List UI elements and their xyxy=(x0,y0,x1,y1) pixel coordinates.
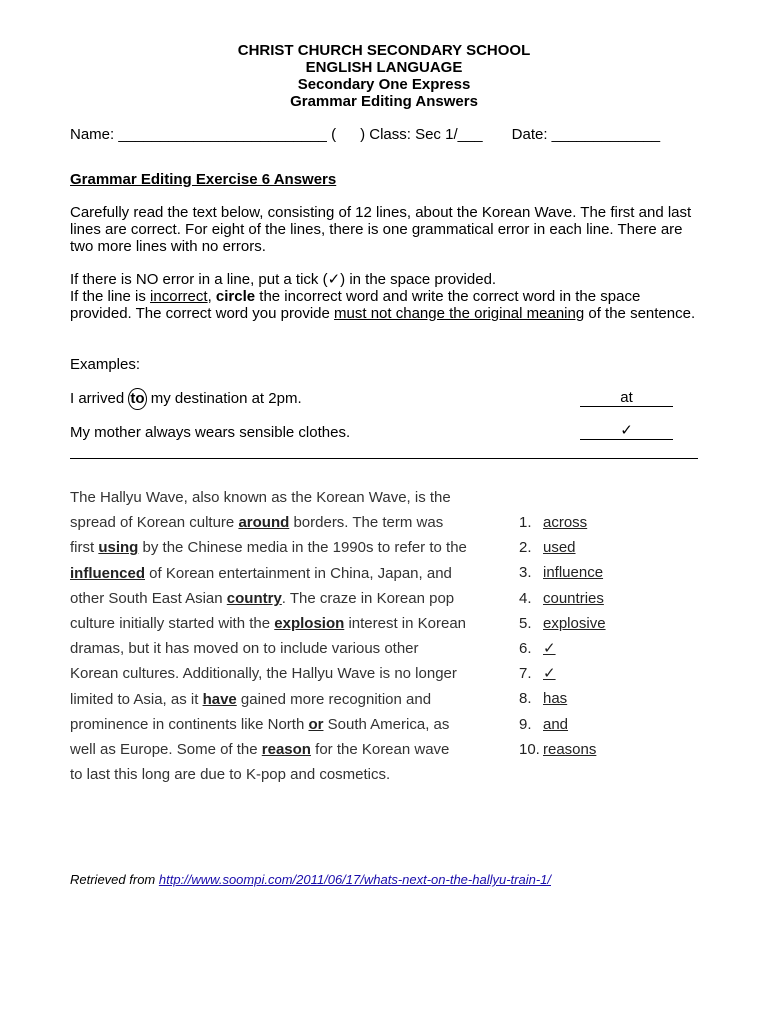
passage-line xyxy=(70,488,490,513)
document-title: Grammar Editing Answers xyxy=(290,93,478,110)
passage-line xyxy=(70,765,490,790)
instruction-meaning: must not change the original meaning xyxy=(334,304,585,322)
answer-item xyxy=(519,538,606,563)
passage-text-segment: prominence in continents like North xyxy=(70,715,309,733)
passage-text-segment: The Hallyu Wave, also known as the Korean Wave, is the xyxy=(70,489,451,506)
error-word: explosion xyxy=(274,614,345,632)
passage-text-segment: first xyxy=(70,539,99,557)
examples-label: Examples: xyxy=(70,356,141,373)
answer-number: 7. xyxy=(519,665,532,683)
student-info-line xyxy=(70,126,660,144)
answer-value: influence xyxy=(543,564,604,582)
citation-label: Retrieved from xyxy=(70,872,159,887)
passage-line xyxy=(70,639,490,664)
passage-text-segment: spread of Korean culture xyxy=(70,514,239,532)
passage-text-segment: borders. The term was xyxy=(289,514,444,532)
answer-value: countries xyxy=(543,589,604,607)
passage-line xyxy=(70,538,490,563)
answer-number: 1. xyxy=(519,514,532,531)
error-word: influenced xyxy=(70,564,146,582)
instruction-text: of the sentence. xyxy=(584,304,696,322)
passage-line xyxy=(70,664,490,689)
answer-item xyxy=(519,689,606,714)
answer-number: 2. xyxy=(519,539,532,557)
passage-text-segment: dramas, but it has moved on to include various other xyxy=(70,640,419,658)
passage-line xyxy=(70,690,490,715)
answer-value: ✓ xyxy=(543,665,556,683)
passage-text-segment: South America, as xyxy=(323,715,450,733)
circled-word: to xyxy=(128,388,146,410)
answer-item xyxy=(519,589,606,614)
answer-number: 6. xyxy=(519,639,532,657)
citation xyxy=(70,872,551,887)
subject-name: ENGLISH LANGUAGE xyxy=(305,59,463,76)
error-word: have xyxy=(202,690,237,708)
class-level: Secondary One Express xyxy=(297,76,471,93)
passage-text-segment: culture initially started with the xyxy=(70,614,275,632)
example-1 xyxy=(70,390,302,407)
passage-line xyxy=(70,589,490,614)
answer-value: reasons xyxy=(543,740,597,758)
passage-text-segment: for the Korean wave xyxy=(310,740,450,758)
answer-list xyxy=(519,513,606,765)
answer-item xyxy=(519,664,606,689)
answer-number: 9. xyxy=(519,715,532,733)
date-label: Date: _____________ xyxy=(511,126,661,143)
answer-number: 8. xyxy=(519,690,532,708)
instruction-circle xyxy=(70,289,700,323)
passage-line xyxy=(70,715,490,740)
instruction-text: the incorrect word and write the correct word in the space provided. The correct word you provide xyxy=(70,287,641,322)
answer-value: explosive xyxy=(543,614,606,632)
name-label: Name: _________________________ ( xyxy=(70,126,337,143)
answer-value: ✓ xyxy=(543,639,556,657)
passage-line xyxy=(70,564,490,589)
instruction-tick: If there is NO error in a line, put a tick (✓) in the space provided. xyxy=(70,271,497,288)
passage-text-segment: to last this long are due to K-pop and cosmetics. xyxy=(70,766,391,784)
answer-number: 10. xyxy=(519,740,540,758)
class-label: ) Class: Sec 1/___ xyxy=(360,126,483,143)
answer-item xyxy=(519,740,606,765)
passage-line xyxy=(70,614,490,639)
passage-text-segment: interest in Korean xyxy=(344,614,467,632)
example-text: my destination at 2pm. xyxy=(146,390,302,407)
error-word: around xyxy=(238,514,290,532)
answer-item xyxy=(519,563,606,588)
citation-link[interactable]: http://www.soompi.com/2011/06/17/whats-next-on-the-hallyu-train-1/ xyxy=(158,872,551,887)
answer-item xyxy=(519,639,606,664)
intro-paragraph: Carefully read the text below, consisting of 12 lines, about the Korean Wave. The first and last lines are correct. For eight of the lines, there is one grammatical error in each line. There are two more lines with no errors. xyxy=(70,204,692,255)
passage-text-segment: limited to Asia, as it xyxy=(70,690,203,708)
answer-number: 4. xyxy=(519,589,532,607)
school-name: CHRIST CHURCH SECONDARY SCHOOL xyxy=(237,42,531,59)
instruction-text: , xyxy=(207,287,216,305)
passage-text-segment: Korean cultures. Additionally, the Hallyu Wave is no longer xyxy=(70,665,457,683)
error-word: country xyxy=(226,589,282,607)
passage-text-segment: gained more recognition and xyxy=(236,690,432,708)
instruction-incorrect: incorrect xyxy=(150,287,208,305)
passage-line xyxy=(70,740,490,765)
document-header xyxy=(0,42,768,110)
passage-text-segment: of Korean entertainment in China, Japan, and xyxy=(145,564,452,582)
example-text: I arrived xyxy=(70,390,129,407)
passage-line xyxy=(70,513,490,538)
answer-value: across xyxy=(543,514,588,531)
error-word: reason xyxy=(261,740,311,758)
answer-item xyxy=(519,513,606,538)
instruction-circle-word: circle xyxy=(215,287,256,305)
exercise-title: Grammar Editing Exercise 6 Answers xyxy=(70,171,337,188)
answer-number: 5. xyxy=(519,614,532,632)
example-2-answer: ✓ xyxy=(580,423,673,440)
example-2: My mother always wears sensible clothes. xyxy=(70,424,351,441)
answer-value: has xyxy=(543,690,568,708)
answer-value: used xyxy=(543,539,576,557)
error-word: or xyxy=(308,715,324,733)
example-1-answer: at xyxy=(580,390,673,407)
passage-text-segment: by the Chinese media in the 1990s to refer to the xyxy=(138,539,467,557)
answer-number: 3. xyxy=(519,564,532,582)
passage-text-segment: well as Europe. Some of the xyxy=(70,740,262,758)
section-divider xyxy=(70,458,698,459)
passage-text-segment: other South East Asian xyxy=(70,589,227,607)
answer-value: and xyxy=(543,715,569,733)
error-word: using xyxy=(98,539,139,557)
instruction-text: If the line is xyxy=(70,287,151,305)
answer-item xyxy=(519,715,606,740)
passage-text xyxy=(70,488,490,790)
instructions-paragraph xyxy=(70,272,700,322)
passage-text-segment: . The craze in Korean pop xyxy=(281,589,455,607)
answer-item xyxy=(519,614,606,639)
